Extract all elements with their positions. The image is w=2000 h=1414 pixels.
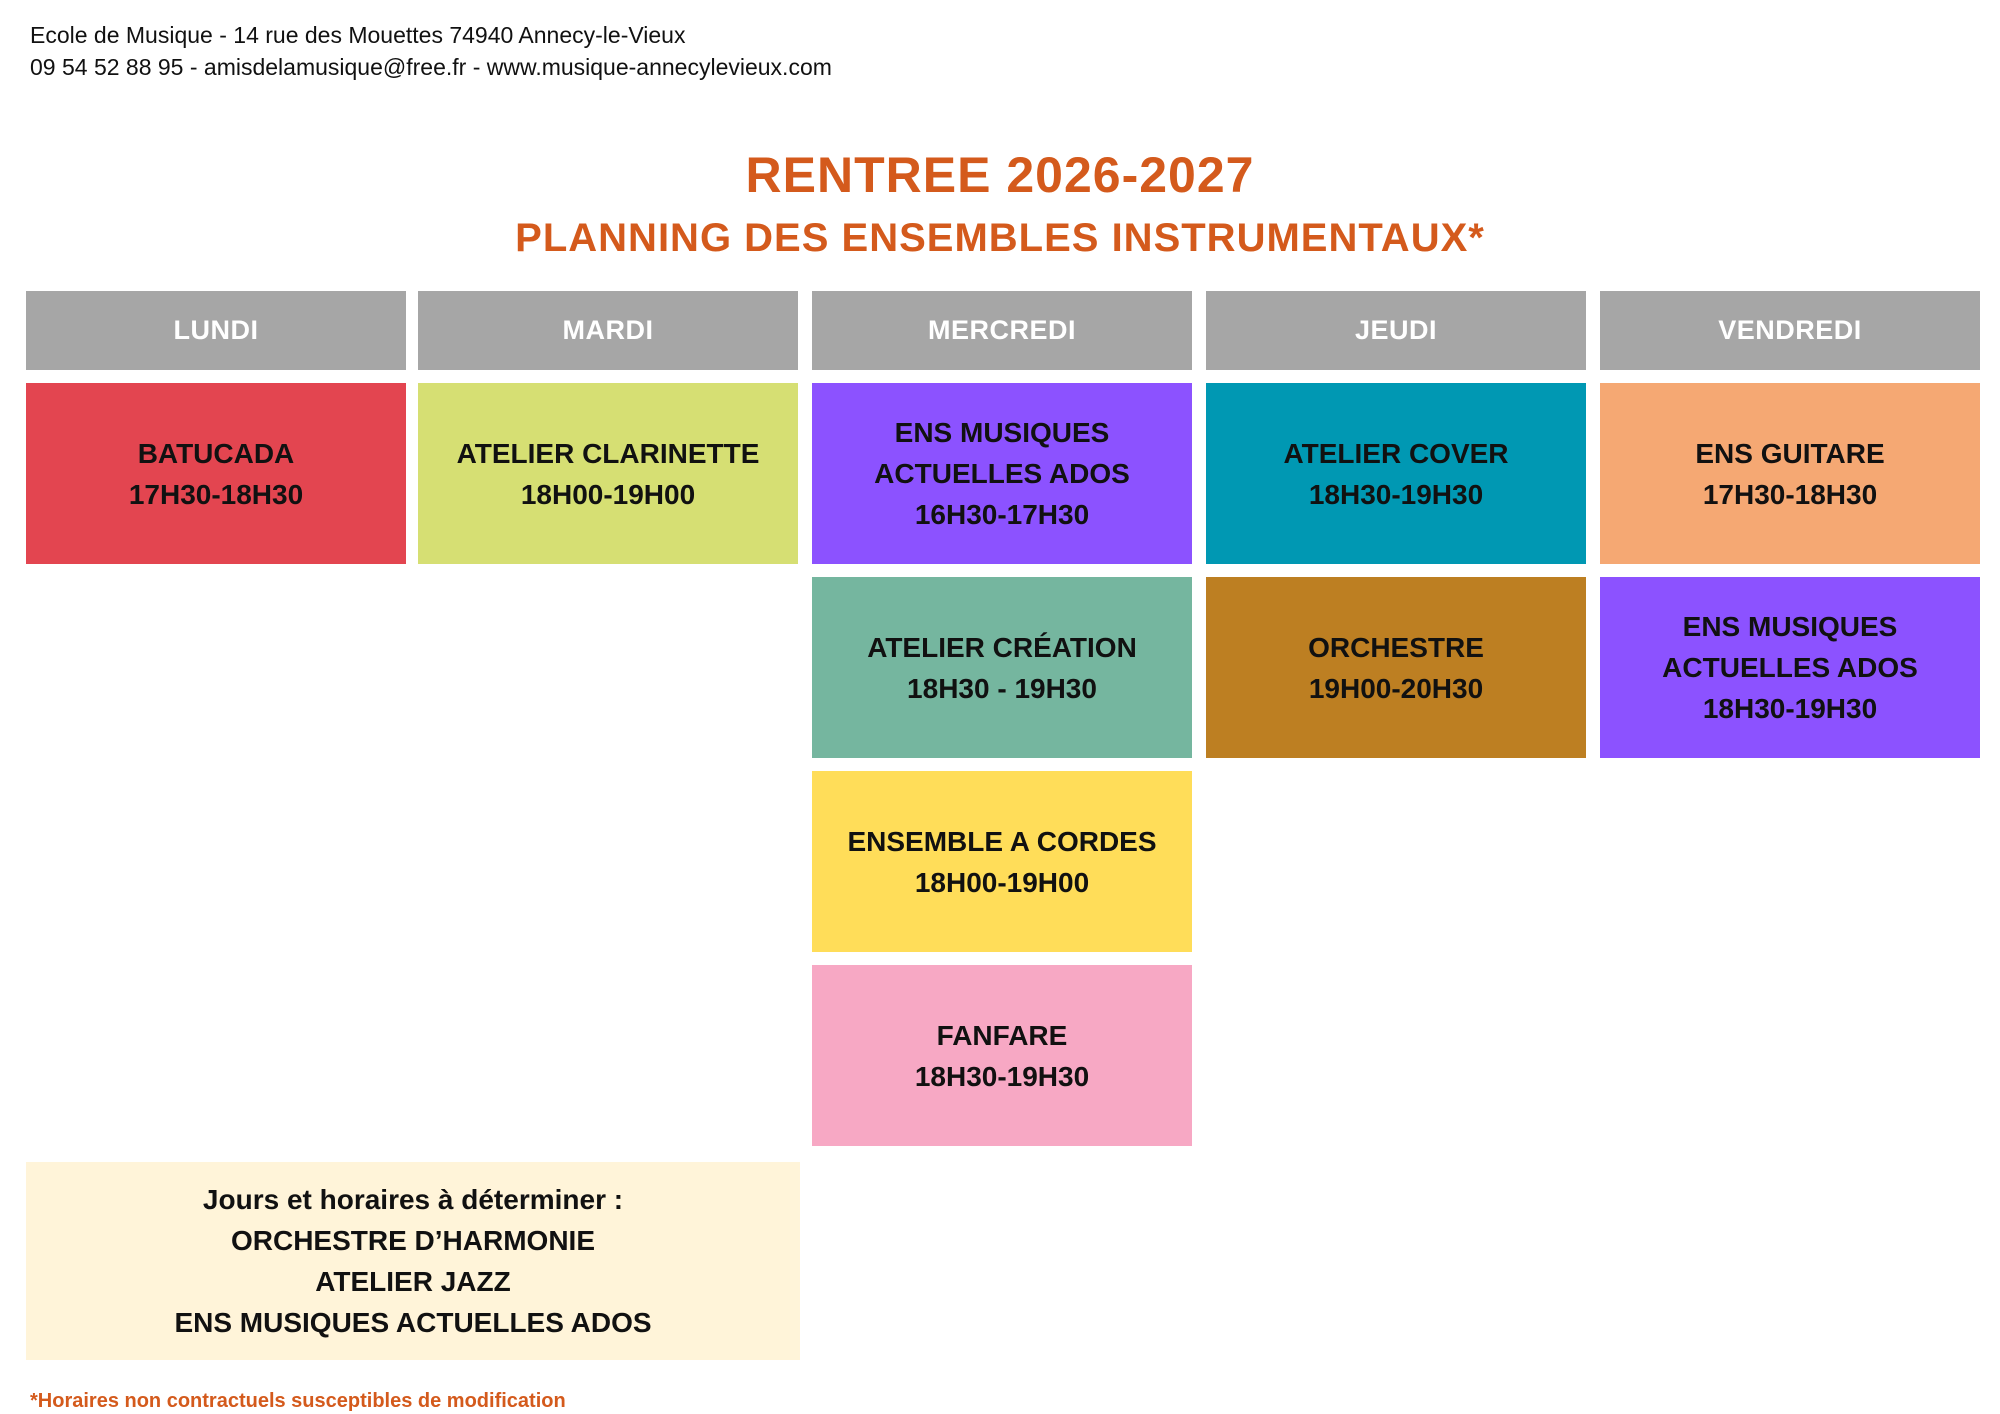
session-name: ATELIER CLARINETTE <box>456 437 760 469</box>
session-name: ORCHESTRE <box>1308 631 1484 663</box>
session-time: 18H30-19H30 <box>914 1060 1090 1092</box>
footnote: *Horaires non contractuels susceptibles de modification <box>30 1390 566 1412</box>
session-atelier-creation <box>812 577 1192 758</box>
session-name: FANFARE <box>936 1019 1068 1051</box>
session-time: 18H30 - 19H30 <box>907 672 1097 704</box>
undetermined-schedule-note <box>26 1162 800 1360</box>
session-time: 18H30-19H30 <box>1702 693 1878 724</box>
session-time: 17H30-18H30 <box>1702 478 1878 510</box>
session-ens-musiques-actuelles-ados-vendredi <box>1600 577 1980 758</box>
session-name: ACTUELLES ADOS <box>1662 652 1918 683</box>
session-atelier-cover <box>1206 383 1586 564</box>
day-header-mardi: MARDI <box>418 291 798 370</box>
session-name: BATUCADA <box>137 437 295 469</box>
session-name: ENS MUSIQUES <box>1682 611 1898 642</box>
note-line: ORCHESTRE D’HARMONIE <box>230 1225 595 1256</box>
note-line: Jours et horaires à déterminer : <box>202 1184 624 1215</box>
session-orchestre <box>1206 577 1586 758</box>
session-ens-musiques-actuelles-ados-mercredi <box>812 383 1192 564</box>
session-ensemble-a-cordes <box>812 771 1192 952</box>
session-ens-guitare <box>1600 383 1980 564</box>
day-header-jeudi: JEUDI <box>1206 291 1586 370</box>
session-time: 16H30-17H30 <box>914 499 1090 530</box>
day-header-vendredi: VENDREDI <box>1600 291 1980 370</box>
session-name: ENS GUITARE <box>1695 437 1885 469</box>
session-batucada <box>26 383 406 564</box>
page-title: RENTREE 2026-2027 <box>745 147 1255 203</box>
session-name: ACTUELLES ADOS <box>874 458 1130 489</box>
session-time: 18H00-19H00 <box>914 866 1090 898</box>
school-address: Ecole de Musique - 14 rue des Mouettes 74940 Annecy-le-Vieux <box>30 22 686 48</box>
page-subtitle: PLANNING DES ENSEMBLES INSTRUMENTAUX* <box>515 216 1485 260</box>
session-time: 17H30-18H30 <box>128 478 304 510</box>
session-name: ATELIER CRÉATION <box>867 631 1137 663</box>
day-header-lundi: LUNDI <box>26 291 406 370</box>
day-header-mercredi: MERCREDI <box>812 291 1192 370</box>
session-name: ATELIER COVER <box>1283 437 1509 469</box>
session-name: ENSEMBLE A CORDES <box>847 825 1157 857</box>
session-time: 18H30-19H30 <box>1308 478 1484 510</box>
school-contact: 09 54 52 88 95 - amisdelamusique@free.fr - www.musique-annecylevieux.com <box>30 54 832 80</box>
session-fanfare <box>812 965 1192 1146</box>
note-line: ATELIER JAZZ <box>315 1266 511 1297</box>
session-name: ENS MUSIQUES <box>894 417 1110 448</box>
session-time: 19H00-20H30 <box>1308 672 1484 704</box>
note-line: ENS MUSIQUES ACTUELLES ADOS <box>174 1307 652 1338</box>
session-time: 18H00-19H00 <box>520 478 696 510</box>
session-atelier-clarinette <box>418 383 798 564</box>
